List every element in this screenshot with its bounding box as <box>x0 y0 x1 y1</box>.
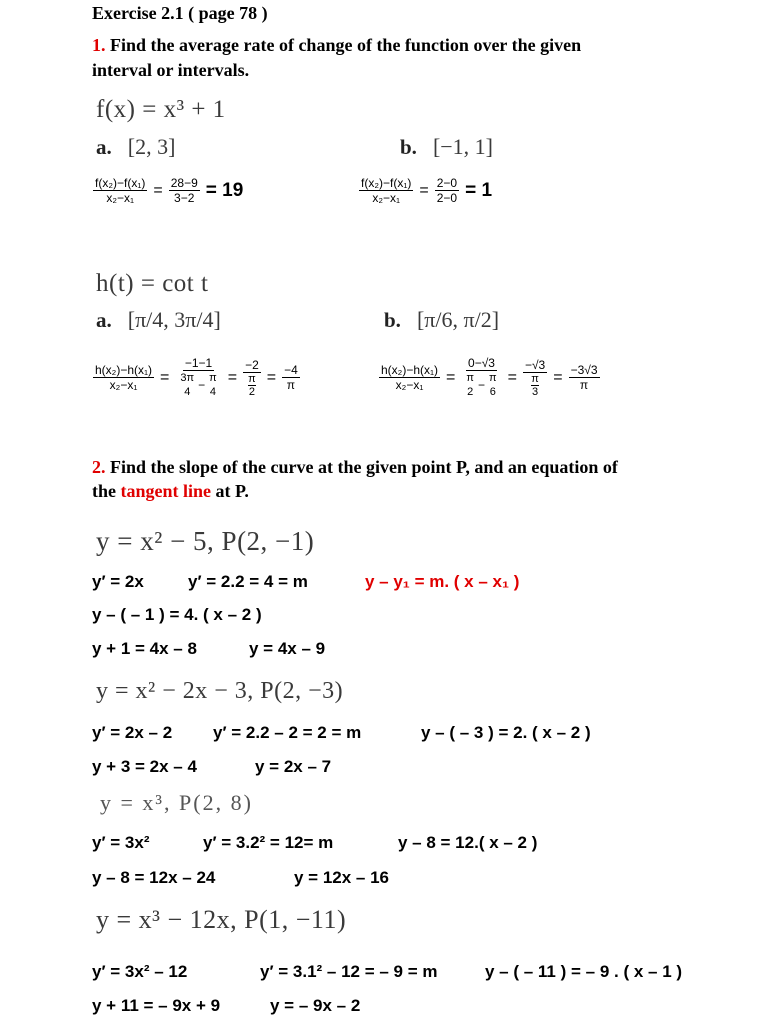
h-a-f1-den-right-den: 4 <box>209 386 216 398</box>
p3-formula: y = x³, P(2, 8) <box>100 790 253 815</box>
f-a-computation: $\frac{\text{f(x₂)−f(x₁)}}{\text{x₂−x₁}}$ = $\frac{28-9}{3-2}$ = 19 <box>95 176 244 205</box>
f-a-label: a. <box>96 135 112 159</box>
f-interval-b <box>400 134 493 160</box>
f-formula: f(x) = x³ + 1 <box>96 96 226 123</box>
f-a-result: = 19 <box>205 179 244 201</box>
f-b-computation: $\frac{\text{f(x₂)−f(x₁)}}{\text{x₂−x₁}}$ = $\frac{2-0}{2-0}$ = 1 <box>361 176 493 205</box>
f-interval-a <box>96 134 175 160</box>
f-a-lhs-num: f(x₂)−f(x₁) <box>95 176 146 190</box>
h-b-f3-den: π <box>579 378 589 392</box>
h-b-lhs-fraction <box>379 363 440 392</box>
h-b-f1-den-right-den: 6 <box>489 386 496 398</box>
h-a-lhs-den: x₂−x₁ <box>109 378 138 392</box>
h-b-computation: $\frac{\text{h(x₂)−h(x₁)}}{\text{x₂−x₁}}$ = 0−√3 π 2 − π 6 = $\frac{-√3}{\frac{\pi}{3}}$ = $\frac{-3√3}{\pi}$ <box>381 356 598 398</box>
p1-point-slope-form: y – y₁ = m. ( x – x₁ ) <box>365 572 520 591</box>
p4-slope: y′ = 3.1² – 12 = – 9 = m <box>260 962 438 981</box>
f-b-result: = 1 <box>465 179 493 201</box>
q2-text-tangent-line: tangent line <box>120 481 212 501</box>
p3-point-slope: y – 8 = 12.( x – 2 ) <box>398 833 538 852</box>
h-a-lhs-fraction <box>93 363 154 392</box>
h-a-f1-num: −1−1 <box>184 356 213 370</box>
f-b-lhs-fraction <box>359 176 413 205</box>
q2-text-the: the <box>92 481 116 501</box>
h-b-f1-den-left-num: π <box>466 372 474 384</box>
h-a-lhs-num: h(x₂)−h(x₁) <box>95 363 153 377</box>
q1-text: Find the average rate of change of the function over the given <box>110 35 582 55</box>
h-a-f3-num: −4 <box>284 363 298 377</box>
h-b-f1-den-left-den: 2 <box>467 386 474 398</box>
h-a-f1-fraction <box>175 356 221 399</box>
h-b-lhs-num: h(x₂)−h(x₁) <box>381 363 439 377</box>
q2-text-at-p: at P. <box>215 481 249 501</box>
h-interval-a <box>96 307 221 333</box>
h-b-f2-num: −√3 <box>524 357 546 372</box>
f-b-mid-den: 2−0 <box>436 191 458 205</box>
p4-derivative: y′ = 3x² – 12 <box>92 962 188 981</box>
f-b-lhs-num: f(x₂)−f(x₁) <box>361 176 412 190</box>
h-a-f2-num: −2 <box>245 357 259 372</box>
h-b-f3-num: −3√3 <box>570 363 598 377</box>
q2-text-line2 <box>92 481 249 502</box>
p1-slope: y′ = 2.2 = 4 = m <box>188 572 308 591</box>
f-b-mid-fraction <box>435 176 459 205</box>
h-a-f2-den-num: π <box>248 372 256 385</box>
h-a-f1-den-right-num: π <box>209 372 217 384</box>
h-a-f2-den <box>246 373 258 398</box>
h-a-f2-den-den: 2 <box>248 385 255 398</box>
f-b-lhs-den: x₂−x₁ <box>372 191 401 205</box>
h-a-f3-den: π <box>286 378 296 392</box>
p1-derivative: y′ = 2x <box>92 572 144 591</box>
h-interval-b <box>384 307 499 333</box>
h-a-f1-den-left-den: 4 <box>184 386 191 398</box>
h-b-f2-den-num: π <box>531 372 539 385</box>
p3-tangent-equation: y = 12x – 16 <box>294 868 390 887</box>
p2-tangent-equation: y = 2x – 7 <box>255 757 332 776</box>
p1-substitution: y – ( – 1 ) = 4. ( x – 2 ) <box>92 605 262 624</box>
q2-text-line1 <box>92 457 618 478</box>
h-a-computation: $\frac{\text{h(x₂)−h(x₁)}}{\text{x₂−x₁}}$ = −1−1 3π 4 − π 4 = $\frac{-2}{\frac{\pi}{2}}$ = $\frac{-4}{\pi}$ <box>95 356 298 398</box>
f-a-mid-fraction <box>169 176 200 205</box>
h-a-interval: [π/4, 3π/4] <box>127 307 221 332</box>
p2-expanded: y + 3 = 2x – 4 <box>92 757 197 776</box>
h-b-f2-fraction <box>523 358 547 398</box>
h-b-f1-den-left <box>464 371 476 399</box>
p2-point-slope: y – ( – 3 ) = 2. ( x – 2 ) <box>421 723 591 742</box>
p3-derivative: y′ = 3x² <box>92 833 150 852</box>
p2-slope: y′ = 2.2 – 2 = 2 = m <box>213 723 362 742</box>
p4-point-slope: y – ( – 11 ) = – 9 . ( x – 1 ) <box>485 962 683 981</box>
f-a-interval: [2, 3] <box>127 134 176 159</box>
q1-number: 1. <box>92 35 106 55</box>
p1-expanded: y + 1 = 4x – 8 <box>92 639 197 658</box>
h-b-lhs-den: x₂−x₁ <box>395 378 424 392</box>
h-a-f1-den-left-num: 3π <box>180 372 195 384</box>
h-b-f1-den: π 2 − π 6 <box>466 372 497 398</box>
q2-number: 2. <box>92 457 106 477</box>
h-b-f1-num: 0−√3 <box>468 356 495 370</box>
f-a-mid-num: 28−9 <box>170 176 198 190</box>
f-b-mid-num: 2−0 <box>436 176 458 190</box>
p2-formula: y = x² − 2x − 3, P(2, −3) <box>96 678 344 704</box>
h-b-f1-den-right-num: π <box>489 372 497 384</box>
f-a-mid-den: 3−2 <box>174 191 195 205</box>
h-a-f1-den: 3π 4 − π 4 <box>180 372 217 398</box>
p2-derivative: y′ = 2x – 2 <box>92 723 173 742</box>
p1-tangent-equation: y = 4x – 9 <box>249 639 326 658</box>
page-title: Exercise 2.1 ( page 78 ) <box>92 3 268 23</box>
h-b-f1-fraction <box>461 356 501 399</box>
f-b-label: b. <box>400 135 417 159</box>
p4-formula: y = x³ − 12x, P(1, −11) <box>96 905 347 934</box>
q1-text-line2: interval or intervals. <box>92 60 250 80</box>
h-b-f2-den-den: 3 <box>532 385 539 398</box>
h-b-f2-den <box>529 373 541 398</box>
h-formula: h(t) = cot t <box>96 270 209 297</box>
p4-expanded: y + 11 = – 9x + 9 <box>92 996 221 1015</box>
q2-text: Find the slope of the curve at the given point P, and an equation of <box>110 457 618 477</box>
h-b-label: b. <box>384 308 401 332</box>
p4-tangent-equation: y = – 9x – 2 <box>270 996 361 1015</box>
q1-text-line1 <box>92 35 581 56</box>
h-a-f2-fraction <box>243 358 261 398</box>
f-a-lhs-fraction <box>93 176 147 205</box>
h-b-interval: [π/6, π/2] <box>416 307 500 332</box>
p3-slope: y′ = 3.2² = 12= m <box>203 833 334 852</box>
p3-expanded: y – 8 = 12x – 24 <box>92 868 216 887</box>
f-a-lhs-den: x₂−x₁ <box>106 191 135 205</box>
h-a-f3-fraction <box>282 363 300 392</box>
h-b-f1-den-right <box>487 371 499 399</box>
h-a-label: a. <box>96 308 112 332</box>
h-a-f1-den-left <box>178 371 196 399</box>
p1-formula: y = x² − 5, P(2, −1) <box>96 526 315 556</box>
h-a-f1-den-right <box>207 371 219 399</box>
h-b-f3-fraction <box>569 363 600 392</box>
f-b-interval: [−1, 1] <box>432 134 493 159</box>
